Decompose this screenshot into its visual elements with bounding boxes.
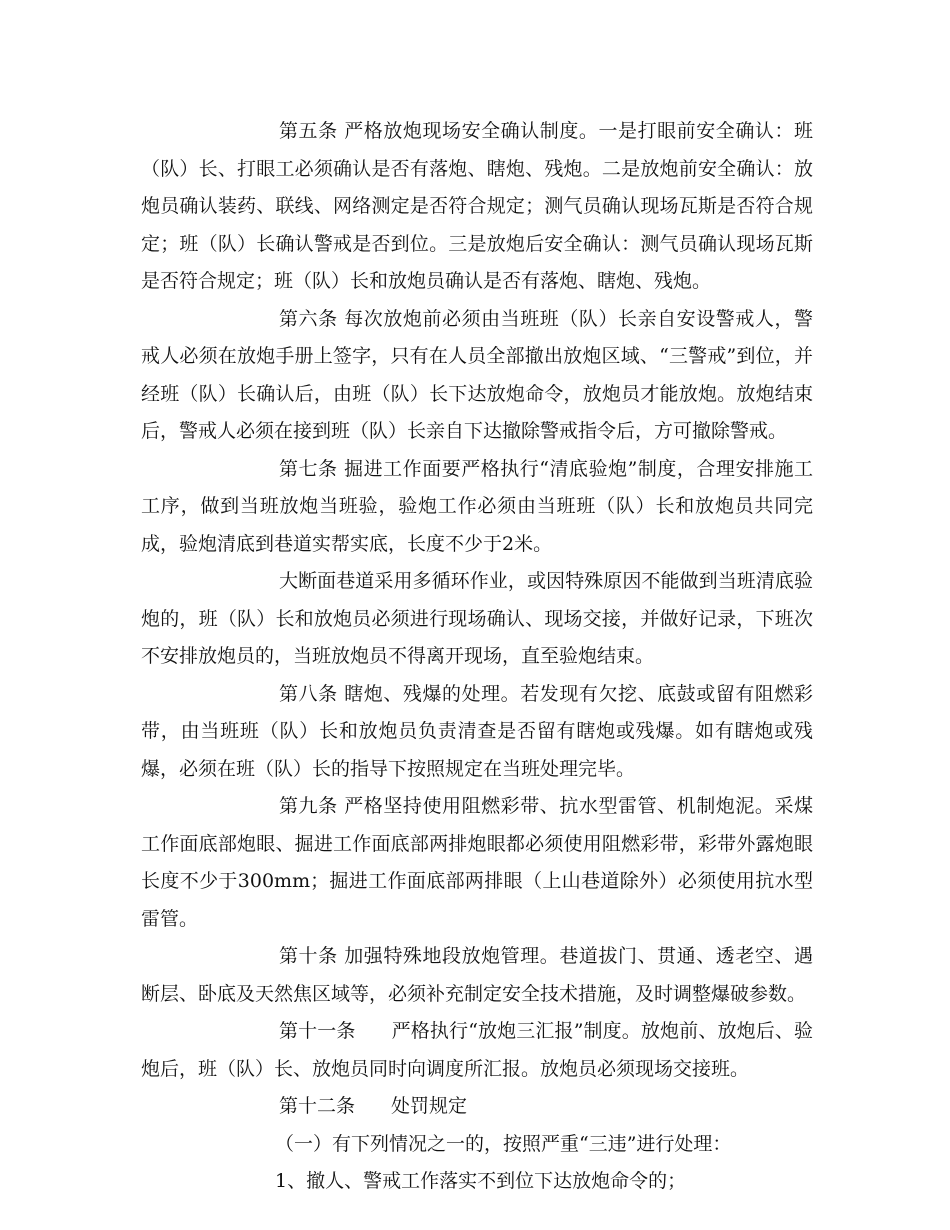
article-6: 第六条 每次放炮前必须由当班班（队）长亲自安设警戒人，警戒人必须在放炮手册上签字，只有在人员全部撤出放炮区域、“三警戒”到位，并经班（队）长确认后，由班（队）长下达放炮命令，放炮员才能放炮。放炮结束后，警戒人必须在接到班（队）长亲自下达撤除警戒指令后，方可撤除警戒。 — [141, 307, 813, 442]
penalty-item-1: 1、撤人、警戒工作落实不到位下达放炮命令的； — [275, 1170, 687, 1192]
article-10: 第十条 加强特殊地段放炮管理。巷道拔门、贯通、透老空、遇断层、卧底及天然焦区域等，必须补充制定安全技术措施，及时调整爆破参数。 — [141, 945, 813, 1005]
article-12 — [141, 1088, 813, 1126]
article-8: 第八条 瞎炮、残爆的处理。若发现有欠挖、底鼓或留有阻燃彩带，由当班班（队）长和放炮员负责清查是否留有瞎炮或残爆。如有瞎炮或残爆，必须在班（队）长的指导下按照规定在当班处理完毕。 — [141, 682, 813, 780]
document-body — [141, 113, 813, 1201]
article-7-supplement: 大断面巷道采用多循环作业，或因特殊原因不能做到当班清底验炮的，班（队）长和放炮员必须进行现场确认、现场交接，并做好记录，下班次不安排放炮员的，当班放炮员不得离开现场，直至验炮结束。 — [141, 570, 813, 667]
article-7: 第七条 掘进工作面要严格执行“清底验炮”制度，合理安排施工工序，做到当班放炮当班验，验炮工作必须由当班班（队）长和放炮员共同完成，验炮清底到巷道实帮实底，长度不少于2米。 — [141, 457, 813, 555]
article-12-label: 第十二条 — [279, 1095, 356, 1117]
article-11-label: 第十一条 — [279, 1020, 356, 1042]
penalty-clause-1: （一）有下列情况之一的，按照严重“三违”进行处理： — [275, 1132, 732, 1155]
article-12-text: 处罚规定 — [391, 1095, 468, 1117]
article-11 — [141, 1013, 813, 1088]
article-5: 第五条 严格放炮现场安全确认制度。一是打眼前安全确认：班（队）长、打眼工必须确认是否有落炮、瞎炮、残炮。二是放炮前安全确认：放炮员确认装药、联线、网络测定是否符合规定；测气员确认现场瓦斯是否符合规定；班（队）长确认警戒是否到位。三是放炮后安全确认：测气员确认现场瓦斯是否符合规定；班（队）长和放炮员确认是否有落炮、瞎炮、残炮。 — [141, 120, 813, 292]
article-9: 第九条 严格坚持使用阻燃彩带、抗水型雷管、机制炮泥。采煤工作面底部炮眼、掘进工作面底部两排炮眼都必须使用阻燃彩带，彩带外露炮眼长度不少于300mm；掘进工作面底部两排眼（上山巷道除外）必须使用抗水型雷管。 — [141, 795, 813, 930]
article-11-text: 严格执行“放炮三汇报”制度。放炮前、放炮后、验炮后，班（队）长、放炮员同时向调度所汇报。放炮员必须现场交接班。 — [141, 1020, 813, 1080]
